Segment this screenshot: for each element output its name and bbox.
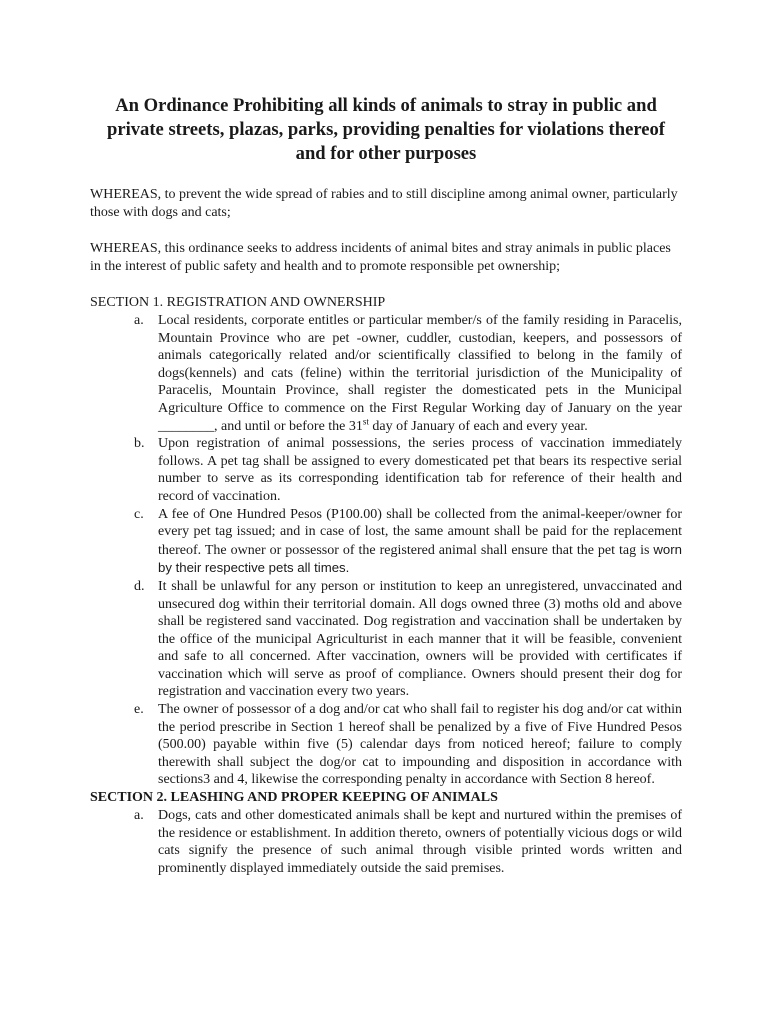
list-marker: b. [134,436,145,452]
list-marker: d. [134,578,145,594]
item-text: It shall be unlawful for any person or institution to keep an unregistered, unvaccinated and unsecured dog within their territorial domain. All dogs owned three (3) moths old and above shall be registered sand vaccinated. Dog registration and vaccination shall be undertaken by the office of the municipal Agriculturist in each manner that it will be feasible, convenient and safe to all concerned. After vaccination, owners will be provided with certificates if vaccination which will serve as proof of compliance. Owners should present their dog for registration and vaccination every two years. [158,578,682,700]
section-2-heading: SECTION 2. LEASHING AND PROPER KEEPING OF ANIMALS [90,790,498,806]
list-item [90,435,682,505]
whereas-clause-1: WHEREAS, to prevent the wide spread of rabies and to still discipline among animal owner, particularly those with dogs and cats; [90,187,678,220]
list-marker: a. [134,808,144,824]
list-item [90,578,682,701]
list-item [90,312,682,435]
list-item [90,506,682,578]
item-text-sans: worn by their respective pets all times. [158,541,682,576]
item-text-continued: day of January of each and every year. [368,418,588,434]
item-text: Upon registration of animal possessions, the series process of vaccination immediately follows. A pet tag shall be assigned to every domesticated pet that bears its respective serial number to serve as its corresponding identification tab for reference of their health and record of vaccination. [158,436,682,504]
section-1-list [90,312,682,789]
list-item [90,807,682,877]
item-text: Local residents, corporate entitles or particular member/s of the family residing in Paracelis, Mountain Province who are pet -owner, cuddler, custodian, keepers, and possessors of animals categorically related and/or scientifically classified to belong in the family of dogs(kennels) and cats (feline) within the territorial jurisdiction of the Municipality of Paracelis, Mountain Province, shall register the domesticated pets in the Municipal Agriculture Office to commence on the First Regular Working day of January on the year ________, and until or before the 31 [158,313,682,434]
list-marker: e. [134,702,144,718]
ordinal-superscript: st [362,415,369,426]
item-text: Dogs, cats and other domesticated animals shall be kept and nurtured within the premises of the residence or establishment. In addition thereto, owners of potentially vicious dogs or wild cats signify the presence of such animal through visible printed words written and prominently displayed immediately outside the said premises. [158,808,682,876]
section-2 [90,789,682,877]
whereas-clause-2: WHEREAS, this ordinance seeks to address incidents of animal bites and stray animals in public places in the interest of public safety and health and to promote responsible pet ownership; [90,241,671,274]
list-item [90,701,682,789]
item-text: A fee of One Hundred Pesos (P100.00) shall be collected from the animal-keeper/owner for every pet tag issued; and in case of lost, the same amount shall be paid for the replacement thereof. The owner or possessor of the registered animal shall ensure that the pet tag is [158,506,682,558]
list-marker: a. [134,313,144,328]
section-1-heading: SECTION 1. REGISTRATION AND OWNERSHIP [90,295,386,310]
item-text: The owner of possessor of a dog and/or cat who shall fail to register his dog and/or cat within the period prescribe in Section 1 hereof shall be penalized by a five of Five Hundred Pesos (500.00) payable within five (5) calendar days from noticed hereof; failure to comply therewith shall subject the dog/or cat to impounding and disposition in accordance with sections3 and 4, likewise the corresponding penalty in accordance with Section 8 hereof. [158,702,682,788]
document-title: An Ordinance Prohibiting all kinds of animals to stray in public and private streets, plazas, parks, providing penalties for violations thereof and for other purposes [107,95,665,164]
section-1 [90,294,682,789]
section-2-list [90,807,682,877]
list-marker: c. [134,506,144,522]
